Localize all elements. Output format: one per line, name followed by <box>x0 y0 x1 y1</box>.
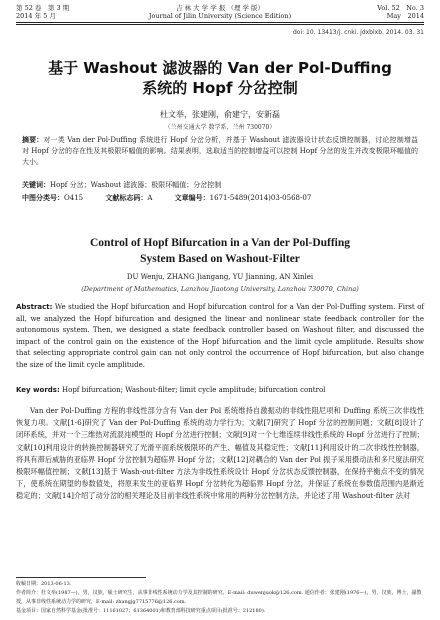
date-en: May 2014 <box>386 12 424 20</box>
volume-number-en: Vol. 52 No. 3 <box>377 4 424 12</box>
body-paragraph: Van der Pol-Duffing 方程的非线性部分含有 Van der Pol 系统维持自激振动的非线性阻尼项和 Duffing 系统三次非线性恢复力项。文献[1-6]研究了 Van der Pol-Duffing 系统的动力学行为；文献[7]研究了 Hopf 分岔的控制问题；文献[8]设计了闭环系统，并对一个三维热对流混沌模型的 Hopf 分岔进行控制；文献[9]对一个七维连续非线性系统的 Hopf 分岔进行了控制；文献[10]利用设计的转换控制器研究了光滑平面系统极限环的产生、幅值及其稳定性；文献[11]利用设计的二次非线性控制器，将具有滞后威胁的亚临界 Hopf 分岔控制为超临界 Hopf 分岔；文献[12]对耦合的 Van der Pol 振子采用摄动法和多尺度法研究极限环幅值控制；文献[13]基于 Wash-out-filter 方法为非线性系统设计 Hopf 分岔状态反馈控制器，在保持平衡点不变的情况下，使系统在期望的参数值处，将原来发生的亚临界 Hopf 分岔转化为超临界 Hopf 分岔，并保证了系统在参数值范围内是渐近稳定的；文献[14]介绍了动分岔的相关理论及目前非线性系统中常用的两种分岔控制方法，并论述了用 Washout-filter 法对 <box>16 406 424 501</box>
doi[interactable]: doi: 10. 13413/j. cnki. jdxblxb. 2014. 03. 31 <box>292 29 424 36</box>
english-keywords-label: Key words: <box>16 386 60 394</box>
article-no-value: 1671-5489(2014)03-0568-07 <box>209 194 312 202</box>
chinese-abstract-label: 摘要： <box>22 136 44 144</box>
classification-line <box>22 193 418 203</box>
chinese-abstract-text: 对一类 Van der Pol-Duffing 系统进行 Hopf 分岔分析，并基于 Washout 滤波器设计状态反馈控制器，讨论控制增益对 Hopf 分岔的存在性及其极限环幅值的影响。结果表明，选取适当的控制增益可以控制 Hopf 分岔的发生并改变极限环幅值的大小。 <box>22 136 419 166</box>
english-title-line-2: System Based on Washout-Filter <box>140 253 300 265</box>
chinese-affiliation: （兰州交通大学 数学系，兰州 730070） <box>164 124 276 131</box>
header-rule <box>16 22 424 25</box>
footnotes <box>16 580 424 616</box>
volume-issue-cn: 第 52 卷 第 3 期 <box>16 4 70 12</box>
chinese-keywords-label: 关键词： <box>22 181 50 189</box>
doc-code-value: A <box>147 194 153 202</box>
volume-issue-en <box>377 4 424 20</box>
chinese-title <box>16 58 424 98</box>
footnote-fund: 基金项目：国家自然科学基金(批准号：11161027；61364001)和教育部科技研究重点项目(批准号：212180). <box>16 608 266 614</box>
chinese-keywords-text: Hopf 分岔；Washout 滤波器；极限环幅值；分岔控制 <box>50 181 222 189</box>
english-abstract <box>16 302 424 372</box>
english-authors: DU Wenju, ZHANG Jiangang, YU Jianning, AN Xinlei <box>126 273 314 281</box>
chinese-keywords <box>22 180 418 190</box>
english-keywords-text: Hopf bifurcation; Washout-filter; limit cycle amplitude; bifurcation control <box>62 386 326 394</box>
english-abstract-text: We studied the Hopf bifurcation and Hopf bifurcation control for a Van der Pol-Duffing system. First of all, we analyzed the Hopf bifurcation and designed the linear and nonlinear state feedback controller for the autonomous system. Then, we designed a state feedback controller based on Washout filter, and discussed the impact of the control gain on the existence of the Hopf bifurcation and the limit cycle amplitude. Results show that selecting appropriate control gain can not only control the occurrence of Hopf bifurcation, but also change the size of the limit cycle amplitude. <box>16 303 425 369</box>
date-cn: 2014 年 5 月 <box>16 12 56 20</box>
english-abstract-label: Abstract: <box>16 303 53 311</box>
doc-code-label: 文献标志码： <box>105 194 148 202</box>
chinese-title-line-2: 系统的 Hopf 分岔控制 <box>142 79 298 97</box>
article-no-label: 文章编号： <box>174 194 210 202</box>
chinese-authors: 杜文举，张建刚，俞建宁，安新磊 <box>160 110 280 119</box>
journal-name-cn: 吉 林 大 学 学 报 （理 学 版） <box>175 4 265 12</box>
english-affiliation: (Department of Mathematics, Lanzhou Jiaotong University, Lanzhou 730070, China) <box>81 285 359 293</box>
footnote-rule <box>16 577 146 578</box>
running-header <box>16 4 424 30</box>
chinese-abstract <box>22 135 418 168</box>
english-title-line-1: Control of Hopf Bifurcation in a Van der Pol-Duffing <box>89 237 351 249</box>
footnote-author: 作者简介：杜文举(1987—)，男，汉族，硕士研究生，从事非线性系统动力学及其控制的研究，E-mail: duwenjuok@126.com. 通信作者：张建刚(1976—)，男，汉族，博士，副教授，从事非线性系统动力学的研究，E-mail: zhangjg7715776@126.com. <box>16 590 422 605</box>
clc-value: O415 <box>64 194 84 202</box>
chinese-title-line-1: 基于 Washout 滤波器的 Van der Pol-Duffing <box>48 59 392 77</box>
clc-label: 中图分类号： <box>22 194 64 202</box>
english-keywords <box>16 385 424 395</box>
english-title <box>16 235 424 267</box>
footnote-received: 收稿日期：2013-06-13. <box>16 581 72 587</box>
journal-name <box>16 4 424 20</box>
journal-name-en: Journal of Jilin University (Science Edition) <box>148 12 292 20</box>
